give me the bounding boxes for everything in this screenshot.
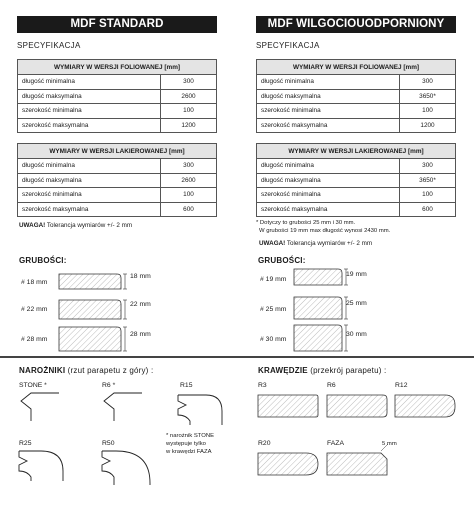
corner-profile-r6 — [100, 391, 144, 423]
faza-dimension: 5 mm — [382, 441, 397, 447]
table-header: WYMIARY W WERSJI FOLIOWANEJ [mm] — [18, 60, 217, 75]
corner-profile-r25 — [17, 447, 67, 483]
corner-label-r50: R50 — [102, 440, 115, 447]
spec-heading: SPECYFIKACJA — [256, 41, 320, 50]
corner-label-r6: R6 * — [102, 382, 116, 389]
mdf-standard-column — [17, 16, 217, 343]
thickness-diagram-28 — [55, 321, 165, 357]
thickness-diagram-19 — [290, 265, 400, 291]
table-row: długość minimalna 300 — [18, 159, 217, 174]
foil-dimensions-table — [17, 59, 217, 133]
thickness-label: # 30 mm — [260, 336, 287, 343]
thickness-diagram-18 — [55, 268, 165, 294]
table-row: długość minimalna 300 — [18, 75, 217, 90]
mdf-moisture-title: MDF WILGOCIOUODPORNIONY — [256, 16, 456, 33]
edge-label-r12: R12 — [395, 382, 408, 389]
lacquer-dimensions-table — [17, 143, 217, 217]
mdf-moisture-column — [256, 16, 456, 343]
corner-label-r25: R25 — [19, 440, 32, 447]
table-header: WYMIARY W WERSJI LAKIEROWANEJ [mm] — [18, 144, 217, 159]
edge-profile-r12 — [393, 391, 459, 419]
table-row: długość minimalna 300 — [257, 159, 456, 174]
table-row: długość minimalna 300 — [257, 75, 456, 90]
edge-profile-r6 — [325, 391, 391, 419]
thickness-dimension: 30 mm — [346, 331, 367, 338]
footnote-line-1: * Dotyczy to grubości 25 mm i 30 mm. — [256, 220, 356, 226]
table-row: szerokość minimalna 100 — [18, 188, 217, 203]
mdf-standard-title: MDF STANDARD — [17, 16, 217, 33]
table-header: WYMIARY W WERSJI LAKIEROWANEJ [mm] — [257, 144, 456, 159]
table-row: długość maksymalna 3650* — [257, 173, 456, 188]
table-header: WYMIARY W WERSJI FOLIOWANEJ [mm] — [257, 60, 456, 75]
table-row: szerokość minimalna 100 — [257, 104, 456, 119]
footnote-line-2: W grubości 19 mm max długość wynosi 2430 mm. — [259, 228, 391, 234]
edge-profile-r20 — [256, 449, 322, 477]
thickness-dimension: 18 mm — [130, 273, 151, 280]
corner-profile-r15 — [176, 391, 226, 427]
corner-note: * narożnik STONE występuje tylko w krawędzi FAZA — [166, 433, 215, 455]
edge-profile-r3 — [256, 391, 322, 419]
table-row: szerokość maksymalna 600 — [257, 202, 456, 217]
thickness-diagram-30 — [290, 320, 400, 356]
edge-label-r6: R6 — [327, 382, 336, 389]
lacquer-dimensions-table — [256, 143, 456, 217]
table-row: długość maksymalna 3650* — [257, 89, 456, 104]
thickness-label: # 19 mm — [260, 276, 287, 283]
table-row: szerokość maksymalna 1200 — [257, 118, 456, 133]
edge-label-r3: R3 — [258, 382, 267, 389]
table-row: długość maksymalna 2600 — [18, 89, 217, 104]
thickness-label: # 22 mm — [21, 306, 48, 313]
corner-profile-r50 — [100, 447, 154, 487]
table-row: szerokość minimalna 100 — [257, 188, 456, 203]
thickness-label: # 18 mm — [21, 279, 48, 286]
edge-label-faza: FAZA — [327, 440, 344, 447]
thickness-label: # 28 mm — [21, 336, 48, 343]
thickness-title: GRUBOŚCI: — [19, 256, 67, 265]
thickness-title: GRUBOŚCI: — [258, 256, 306, 265]
tolerance-warning: UWAGA! Tolerancja wymiarów +/- 2 mm — [259, 240, 373, 247]
thickness-dimension: 25 mm — [346, 300, 367, 307]
thickness-dimension: 28 mm — [130, 331, 151, 338]
table-row: szerokość maksymalna 1200 — [18, 118, 217, 133]
tolerance-warning: UWAGA! Tolerancja wymiarów +/- 2 mm — [19, 222, 133, 229]
edges-title: KRAWĘDZIE (przekrój parapetu) : — [258, 366, 387, 375]
table-row: długość maksymalna 2600 — [18, 173, 217, 188]
thickness-label: # 25 mm — [260, 306, 287, 313]
foil-dimensions-table — [256, 59, 456, 133]
corners-title: NAROŻNIKI (rzut parapetu z góry) : — [19, 366, 154, 375]
edge-label-r20: R20 — [258, 440, 271, 447]
spec-heading: SPECYFIKACJA — [17, 41, 81, 50]
thickness-dimension: 22 mm — [130, 301, 151, 308]
table-row: szerokość minimalna 100 — [18, 104, 217, 119]
section-divider — [0, 356, 474, 358]
thickness-dimension: 19 mm — [346, 271, 367, 278]
table-row: szerokość maksymalna 600 — [18, 202, 217, 217]
corner-label-r15: R15 — [180, 382, 193, 389]
corner-label-stone: STONE * — [19, 382, 47, 389]
corner-profile-stone — [17, 391, 61, 423]
